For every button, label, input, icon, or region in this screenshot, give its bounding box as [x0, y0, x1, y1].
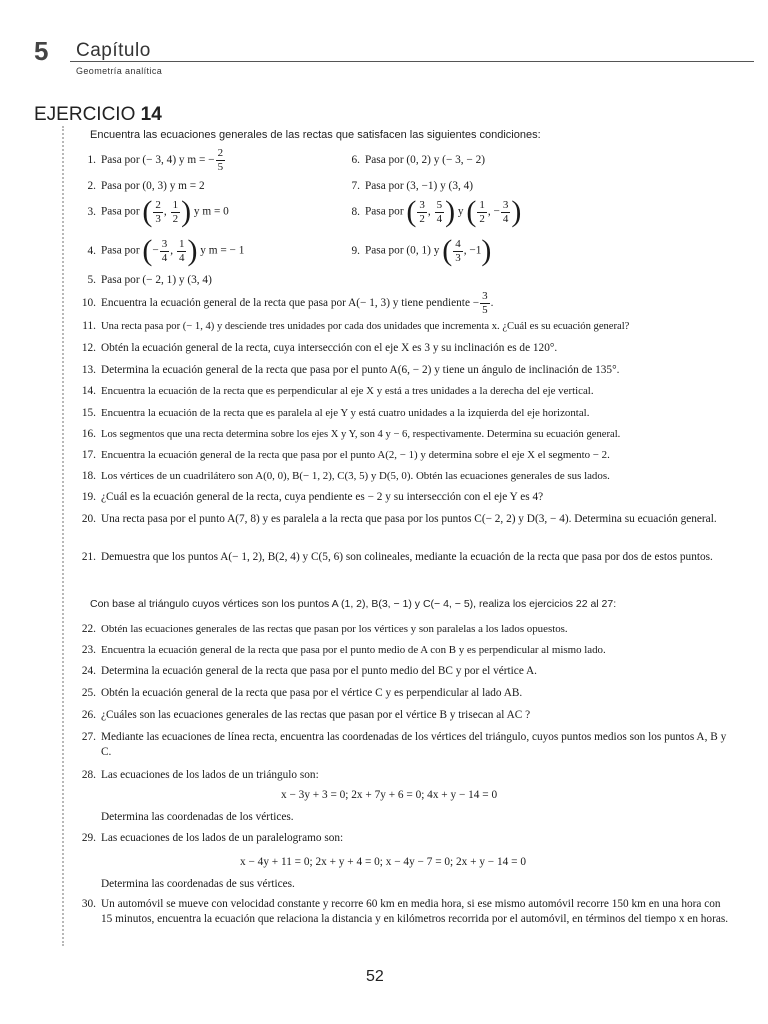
item-5 — [72, 273, 212, 288]
chapter-label: Capítulo — [76, 40, 151, 61]
item-27: 27. Mediante las ecuaciones de línea recta, encuentra las coordenadas de los vértices del triángulo, cuyos puntos medios son los puntos A, B y C. — [81, 731, 727, 758]
item-18: 18. Los vértices de un cuadrilátero son A(0, 0), B(− 1, 2), C(3, 5) y D(5, 0). Obtén las ecuaciones generales de sus lados. — [81, 470, 610, 482]
item-text: Encuentra la ecuación general de la recta que pasa por A(− 1, 3) y tiene pendiente − — [101, 297, 480, 310]
item-number: 10. — [81, 297, 96, 310]
triangle-intro: Con base al triángulo cuyos vértices son los puntos A (1, 2), B(3, − 1) y C(− 4, − 5), realiza los ejercicios 22 al 27: — [90, 598, 617, 610]
item-text: Pasa por (0, 3) y m = 2 — [101, 180, 205, 192]
item-4: 4. Pasa por (− $\frac{3}{4}$ , $\frac{1}{4}$ ) y m = − 1 — [72, 236, 244, 266]
item-13: 13. Determina la ecuación general de la recta que pasa por el punto A(6, − 2) y tiene un ángulo de inclinación de 135°. — [81, 364, 620, 376]
item-15: 15. Encuentra la ecuación de la recta que es paralela al eje Y y está cuatro unidades a la izquierda del eje horizontal. — [81, 407, 590, 419]
item-text-end: y m = − 1 — [200, 244, 245, 257]
item-7 — [336, 179, 473, 194]
item-25: 25. Obtén la ecuación general de la recta que pasa por el vértice C y es perpendicular al lado AB. — [81, 687, 523, 699]
item-text-end: y m = 0 — [193, 205, 229, 218]
item-3: 3. Pasa por ( $\frac{2}{3}$ , $\frac{1}{2}$ ) y m = 0 — [72, 197, 229, 227]
item-8: 8. Pasa por ( $\frac{3}{2}$ , $\frac{5}{4}$ ) y ( $\frac{1}{2}$ , − $\frac{3}{4}$ ) — [336, 197, 521, 227]
exercise-title-prefix: EJERCICIO — [34, 104, 136, 125]
dotted-margin-line — [62, 126, 64, 946]
item-6 — [336, 153, 485, 168]
item-text: Pasa por (3, −1) y (3, 4) — [365, 180, 474, 192]
item-text: Pasa por — [101, 244, 140, 257]
item-number: 1. — [87, 154, 96, 167]
exercise-intro: Encuentra las ecuaciones generales de las rectas que satisfacen las siguientes condiciones: — [90, 129, 541, 141]
chapter-number: 5 — [34, 36, 49, 66]
item-9: 9. Pasa por (0, 1) y ( $\frac{4}{3}$ , −1) — [336, 236, 491, 266]
item-10: 10. Encuentra la ecuación general de la recta que pasa por A(− 1, 3) y tiene pendiente − $\frac{3}{5}$ . — [72, 290, 493, 317]
chapter-subtitle: Geometría analítica — [76, 66, 163, 76]
item-26: 26. ¿Cuáles son las ecuaciones generales de las rectas que pasan por el vértice B y trisecan al AC ? — [81, 709, 531, 721]
item-28-after: Determina las coordenadas de los vértices. — [101, 811, 294, 823]
item-16: 16. Los segmentos que una recta determina sobre los ejes X y Y, son 4 y − 6, respectivamente. Determina su ecuación general. — [81, 428, 621, 440]
item-number: 7. — [351, 180, 360, 192]
item-14: 14. Encuentra la ecuación de la recta que es perpendicular al eje X y está a tres unidades a la derecha del eje vertical. — [81, 385, 594, 397]
item-1 — [72, 147, 226, 174]
item-19: 19. ¿Cuál es la ecuación general de la recta, cuya pendiente es − 2 y su intersección con el eje Y es 4? — [81, 491, 544, 503]
item-text: Pasa por (− 3, 4) y m = − — [101, 154, 215, 167]
exercise-title-number: 14 — [140, 104, 162, 125]
item-17: 17. Encuentra la ecuación general de la recta que pasa por el punto A(2, − 1) y determina sobre el eje X el segmento − 2. — [81, 449, 610, 461]
item-28-equations: x − 3y + 3 = 0; 2x + 7y + 6 = 0; 4x + y − 14 = 0 — [281, 789, 498, 801]
item-number: 6. — [351, 154, 360, 166]
item-23: 23. Encuentra la ecuación general de la recta que pasa por el punto medio de A con B y es perpendicular al mismo lado. — [81, 644, 606, 656]
item-number: 5. — [87, 274, 96, 286]
item-number: 8. — [351, 205, 360, 218]
item-text: Pasa por (0, 2) y (− 3, − 2) — [365, 154, 486, 166]
header-rule — [70, 61, 754, 62]
exercise-title — [34, 104, 162, 126]
fraction: $\frac{2}{5}$ — [217, 147, 224, 173]
item-number: 9. — [351, 244, 360, 257]
item-30: 30. Un automóvil se mueve con velocidad constante y recorre 60 km en media hora, si ese mismo automóvil recorre 150 km en una hora con 15 minutos, encuentra la ecuación que relaciona la distancia y en kilómetros recorrida por el automóvil, en términos del tiempo x en horas. — [81, 898, 729, 925]
item-29-equations: x − 4y + 11 = 0; 2x + y + 4 = 0; x − 4y − 7 = 0; 2x + y − 14 = 0 — [240, 856, 526, 868]
page-number: 52 — [366, 968, 384, 985]
item-number: 2. — [87, 180, 96, 192]
item-number: 3. — [87, 205, 96, 218]
item-20: 20. Una recta pasa por el punto A(7, 8) y es paralela a la recta que pasa por los puntos C(− 2, 2) y D(3, − 4). Determina su ecuación general. — [81, 513, 717, 525]
item-22: 22. Obtén las ecuaciones generales de las rectas que pasan por los vértices y son paralelas a los lados opuestos. — [81, 623, 568, 635]
item-28: 28. Las ecuaciones de los lados de un triángulo son: — [81, 769, 319, 781]
item-text: Pasa por — [365, 205, 404, 218]
item-text: Pasa por (0, 1) y — [365, 244, 440, 257]
item-29-after: Determina las coordenadas de sus vértices. — [101, 878, 295, 890]
item-21: 21. Demuestra que los puntos A(− 1, 2), B(2, 4) y C(5, 6) son colineales, mediante la ecuación de la recta que pasa por dos de estos puntos. — [81, 551, 713, 563]
item-2 — [72, 179, 205, 194]
item-number: 4. — [87, 244, 96, 257]
item-text: Pasa por (− 2, 1) y (3, 4) — [101, 274, 212, 286]
item-29: 29. Las ecuaciones de los lados de un paralelogramo son: — [81, 832, 344, 844]
item-24: 24. Determina la ecuación general de la recta que pasa por el punto medio del BC y por el vértice A. — [81, 665, 538, 677]
item-11: 11. Una recta pasa por (− 1, 4) y desciende tres unidades por cada dos unidades que incrementa x. ¿Cuál es su ecuación general? — [82, 320, 630, 332]
item-text: Pasa por — [101, 205, 140, 218]
item-12: 12. Obtén la ecuación general de la recta, cuya intersección con el eje X es 3 y su inclinación es de 120°. — [81, 342, 558, 354]
